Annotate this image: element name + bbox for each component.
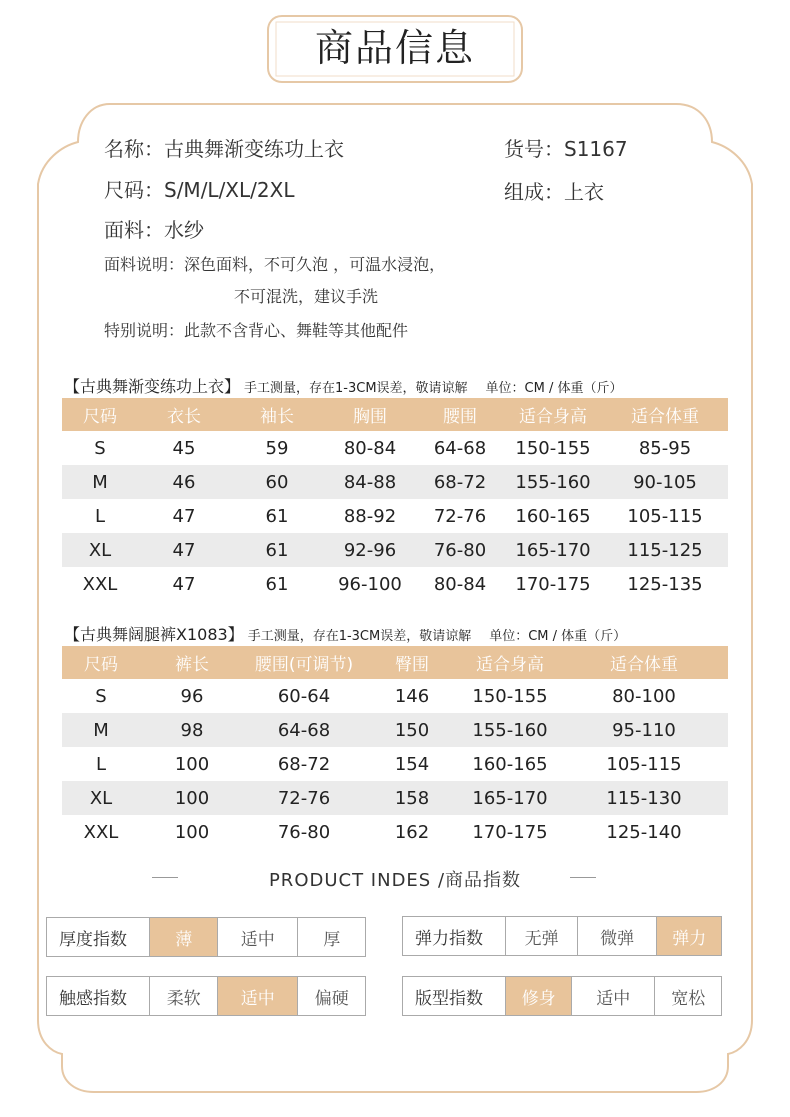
column-header: 腰围(可调节) bbox=[244, 646, 364, 679]
table-cell: XL bbox=[62, 533, 138, 567]
index-label: 触感指数 bbox=[47, 977, 150, 1015]
table-cell: 160-165 bbox=[515, 505, 591, 527]
pants-size-table bbox=[62, 646, 728, 849]
table-cell: 45 bbox=[172, 437, 196, 459]
table-cell: M bbox=[62, 465, 138, 499]
table-cell: S bbox=[94, 437, 106, 459]
table-cell: 84-88 bbox=[324, 465, 416, 499]
table-cell: M bbox=[62, 713, 140, 747]
table-cell: 72-76 bbox=[433, 505, 487, 527]
table-cell: 80-84 bbox=[343, 437, 397, 459]
table-cell: XL bbox=[62, 781, 140, 815]
table-cell: 155-160 bbox=[460, 713, 560, 747]
table-cell: 64-68 bbox=[433, 437, 487, 459]
table-cell: 61 bbox=[230, 533, 324, 567]
page-title: 商品信息 bbox=[314, 26, 475, 70]
table-row bbox=[62, 499, 728, 533]
table-cell: 146 bbox=[394, 685, 430, 707]
table-cell: 170-175 bbox=[515, 573, 591, 595]
table-cell: 150-155 bbox=[515, 437, 591, 459]
table-cell: 162 bbox=[394, 821, 430, 843]
table-cell: 154 bbox=[394, 753, 430, 775]
table-cell: 68-72 bbox=[416, 465, 504, 499]
table-cell: 100 bbox=[140, 781, 244, 815]
product-index-title: PRODUCT INDES /商品指数 bbox=[268, 870, 522, 891]
column-header: 适合体重 bbox=[560, 646, 728, 679]
index-option: 微弹 bbox=[578, 917, 657, 955]
column-header: 胸围 bbox=[324, 398, 416, 431]
index-option-selected: 弹力 bbox=[657, 917, 721, 955]
table-cell: 80-100 bbox=[612, 685, 676, 707]
column-header: 适合体重 bbox=[602, 398, 728, 431]
table-cell: 95-110 bbox=[560, 713, 728, 747]
table-cell: 60-64 bbox=[277, 685, 331, 707]
table-cell: 90-105 bbox=[602, 465, 728, 499]
table-cell: 46 bbox=[138, 465, 230, 499]
table-cell: 96 bbox=[180, 685, 204, 707]
index-option-selected: 薄 bbox=[150, 918, 218, 956]
table-cell: 85-95 bbox=[638, 437, 692, 459]
column-header: 衣长 bbox=[138, 398, 230, 431]
table-cell: 98 bbox=[140, 713, 244, 747]
table-cell: 80-84 bbox=[433, 573, 487, 595]
table-cell: S bbox=[95, 685, 107, 707]
table-cell: 170-175 bbox=[472, 821, 548, 843]
index-option: 适中 bbox=[218, 918, 298, 956]
top-table-unit: 单位：CM / 体重（斤） bbox=[485, 381, 623, 396]
table-cell: 100 bbox=[174, 753, 210, 775]
column-header: 适合身高 bbox=[504, 398, 602, 431]
index-option: 无弹 bbox=[506, 917, 578, 955]
elasticity-index bbox=[402, 916, 722, 956]
column-header: 臀围 bbox=[364, 646, 460, 679]
product-composition: 组成：上衣 bbox=[504, 180, 604, 204]
table-header-row bbox=[62, 646, 728, 679]
index-label: 厚度指数 bbox=[47, 918, 150, 956]
table-cell: 47 bbox=[172, 505, 196, 527]
touch-index bbox=[46, 976, 366, 1016]
index-option: 适中 bbox=[572, 977, 655, 1015]
table-cell: 47 bbox=[172, 573, 196, 595]
thickness-index bbox=[46, 917, 366, 957]
table-cell: 47 bbox=[138, 533, 230, 567]
table-cell: 155-160 bbox=[504, 465, 602, 499]
table-cell: 68-72 bbox=[277, 753, 331, 775]
product-fabric: 面料：水纱 bbox=[104, 218, 204, 242]
column-header: 裤长 bbox=[140, 646, 244, 679]
product-name: 名称：古典舞渐变练功上衣 bbox=[104, 137, 344, 161]
fabric-note-line-2: 不可混洗，建议手洗 bbox=[234, 287, 379, 306]
table-cell: 76-80 bbox=[277, 821, 331, 843]
top-size-table bbox=[62, 398, 728, 601]
table-cell: 72-76 bbox=[244, 781, 364, 815]
table-cell: 165-170 bbox=[504, 533, 602, 567]
fit-index bbox=[402, 976, 722, 1016]
divider-right bbox=[570, 877, 596, 878]
top-table-note: 手工测量，存在1-3CM误差，敬请谅解 bbox=[244, 381, 468, 396]
table-row bbox=[62, 431, 728, 465]
index-option: 厚 bbox=[323, 929, 341, 950]
table-row bbox=[62, 781, 728, 815]
table-cell: 76-80 bbox=[416, 533, 504, 567]
table-cell: 158 bbox=[364, 781, 460, 815]
table-row bbox=[62, 533, 728, 567]
index-option-selected: 适中 bbox=[218, 977, 298, 1015]
table-cell: 165-170 bbox=[460, 781, 560, 815]
table-row bbox=[62, 679, 728, 713]
fabric-note-line-1: 面料说明：深色面料，不可久泡 ，可温水浸泡， bbox=[104, 255, 446, 274]
index-option: 偏硬 bbox=[314, 988, 349, 1009]
table-cell: 64-68 bbox=[244, 713, 364, 747]
table-cell: 100 bbox=[174, 821, 210, 843]
table-cell: XXL bbox=[82, 573, 118, 595]
table-cell: 150 bbox=[364, 713, 460, 747]
top-table-caption bbox=[64, 374, 623, 397]
table-cell: L bbox=[94, 505, 106, 527]
table-cell: 115-125 bbox=[602, 533, 728, 567]
column-header: 袖长 bbox=[230, 398, 324, 431]
special-note: 特别说明：此款不含背心、舞鞋等其他配件 bbox=[104, 321, 409, 340]
index-option-selected: 修身 bbox=[506, 977, 572, 1015]
pants-table-note: 手工测量，存在1-3CM误差，敬请谅解 bbox=[247, 629, 472, 644]
table-cell: 150-155 bbox=[472, 685, 548, 707]
table-row bbox=[62, 747, 728, 781]
table-row bbox=[62, 713, 728, 747]
title-box bbox=[270, 12, 520, 84]
table-cell: 96-100 bbox=[338, 573, 402, 595]
table-cell: XXL bbox=[83, 821, 119, 843]
table-cell: 61 bbox=[265, 505, 289, 527]
table-cell: 160-165 bbox=[472, 753, 548, 775]
column-header: 适合身高 bbox=[460, 646, 560, 679]
table-cell: L bbox=[95, 753, 107, 775]
table-cell: 88-92 bbox=[343, 505, 397, 527]
table-cell: 61 bbox=[265, 573, 289, 595]
index-label: 版型指数 bbox=[403, 977, 506, 1015]
table-cell: 125-140 bbox=[606, 821, 682, 843]
index-option: 柔软 bbox=[150, 977, 218, 1015]
column-header: 尺码 bbox=[62, 646, 140, 679]
table-cell: 115-130 bbox=[560, 781, 728, 815]
table-row bbox=[62, 567, 728, 601]
top-table-title: 【古典舞渐变练功上衣】 bbox=[64, 377, 241, 396]
table-cell: 92-96 bbox=[324, 533, 416, 567]
table-cell: 60 bbox=[230, 465, 324, 499]
index-label: 弹力指数 bbox=[403, 917, 506, 955]
product-size: 尺码：S/M/L/XL/2XL bbox=[104, 178, 295, 202]
pants-table-title: 【古典舞阔腿裤X1083】 bbox=[64, 625, 244, 644]
table-cell: 105-115 bbox=[627, 505, 703, 527]
column-header: 尺码 bbox=[62, 398, 138, 431]
table-cell: 125-135 bbox=[627, 573, 703, 595]
table-row bbox=[62, 465, 728, 499]
column-header: 腰围 bbox=[416, 398, 504, 431]
table-cell: 59 bbox=[265, 437, 289, 459]
pants-table-unit: 单位：CM / 体重（斤） bbox=[489, 629, 627, 644]
product-sku: 货号：S1167 bbox=[504, 137, 628, 161]
index-option: 宽松 bbox=[671, 988, 706, 1009]
table-row bbox=[62, 815, 728, 849]
pants-table-caption bbox=[64, 622, 626, 645]
table-cell: 105-115 bbox=[606, 753, 682, 775]
table-header-row bbox=[62, 398, 728, 431]
